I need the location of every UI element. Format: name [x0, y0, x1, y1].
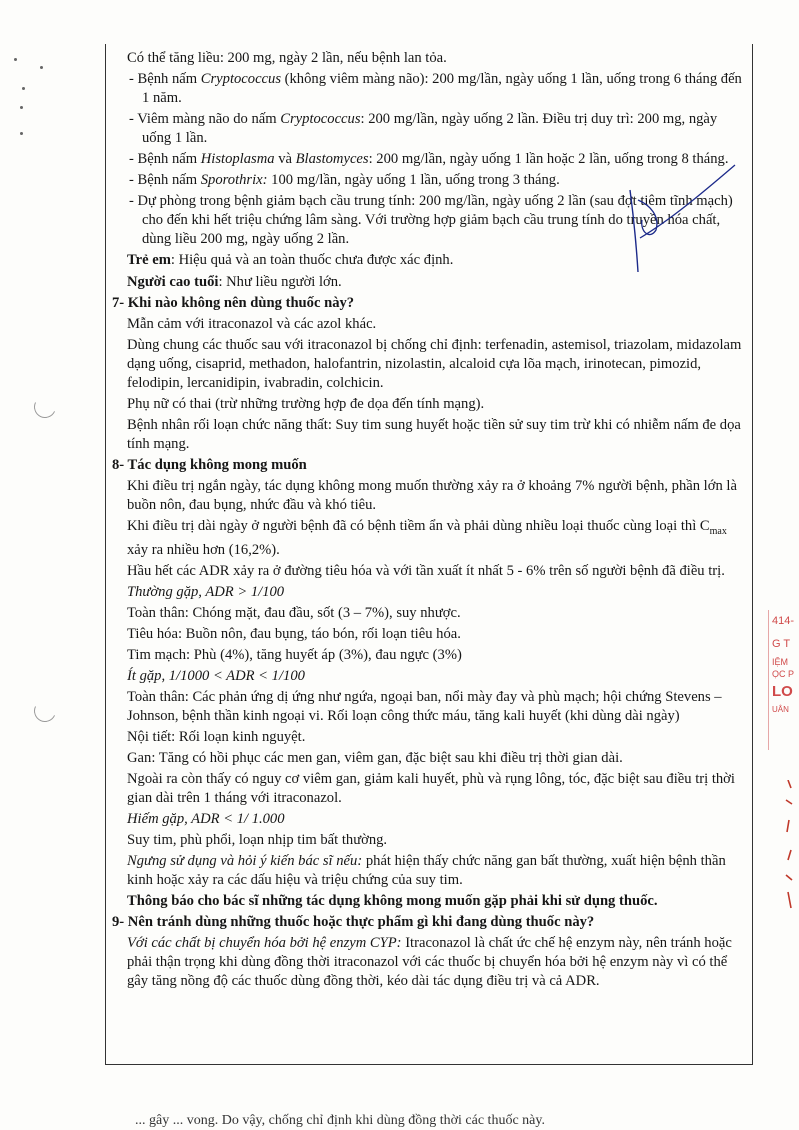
- scan-speck: [40, 66, 43, 69]
- dosage-bullet: - Bệnh nấm Cryptococcus (không viêm màng não): 200 mg/lần, ngày uống 1 lần, uống trong 6 tháng đến 1 năm.: [129, 71, 742, 106]
- scan-speck: [14, 58, 17, 61]
- section-9-title: 9- Nên tránh dùng những thuốc hoặc thực phẩm gì khi đang dùng thuốc này?: [112, 913, 595, 930]
- frequency-uncommon-label: Ít gặp, 1/1000 < ADR < 1/100: [127, 667, 305, 684]
- scan-speck: [20, 132, 23, 135]
- section-8-para: Khi điều trị dài ngày ở người bệnh đã có bệnh tiềm ẩn và phải dùng nhiều loại thuốc cùng loại thì $C_{max}$ xảy ra nhiều hơn (16,2%).: [127, 518, 727, 558]
- stamp-text: 414-: [772, 615, 795, 627]
- adr-item: Ngoài ra còn thấy có nguy cơ viêm gan, giảm kali huyết, phù và rụng lông, tóc, đặc biệt sau điều trị thời gian dài trên 1 tháng với itraconazol.: [127, 770, 735, 806]
- frequency-common-label: Thường gặp, ADR > 1/100: [127, 583, 285, 600]
- stamp-text: ỌC P: [772, 669, 795, 679]
- dosage-line: Có thể tăng liều: 200 mg, ngày 2 lần, nếu bệnh lan tỏa.: [127, 50, 447, 66]
- doctor-notice: Thông báo cho bác sĩ những tác dụng không mong muốn gặp phải khi sử dụng thuốc.: [127, 892, 658, 909]
- handwritten-signature: [620, 160, 740, 280]
- red-ink-marks: [782, 780, 796, 910]
- scan-speck: [20, 106, 23, 109]
- stamp-text: IỆM: [772, 657, 789, 667]
- section-7-para: Phụ nữ có thai (trừ những trường hợp đe dọa đến tính mạng).: [127, 396, 485, 412]
- section-8-para: Hầu hết các ADR xảy ra ở đường tiêu hóa và với tần xuất ít nhất 5 - 6% trên số người bệnh đã điều trị.: [127, 562, 725, 579]
- binding-hole-mark: [31, 697, 59, 725]
- stamp-text: G T: [772, 638, 791, 650]
- adr-item: Suy tim, phù phổi, loạn nhịp tim bất thường.: [127, 831, 388, 848]
- red-stamp-partial: [768, 610, 799, 750]
- adr-item: Nội tiết: Rối loạn kinh nguyệt.: [127, 728, 306, 745]
- adr-item: Tim mạch: Phù (4%), tăng huyết áp (3%), đau ngực (3%): [127, 646, 462, 663]
- children-dosage: Trẻ em: Hiệu quả và an toàn thuốc chưa được xác định.: [127, 252, 454, 268]
- stamp-text: LO: [772, 683, 793, 700]
- section-7-para: Bệnh nhân rối loạn chức năng thất: Suy tim sung huyết hoặc tiền sử suy tim trừ khi có nhiễm nấm đe dọa tính mạng.: [127, 417, 741, 452]
- adr-item: Tiêu hóa: Buồn nôn, đau bụng, táo bón, rối loạn tiêu hóa.: [127, 625, 461, 642]
- stamp-text: UÂN: [772, 705, 789, 714]
- elderly-dosage: Người cao tuổi: Như liều người lớn.: [127, 274, 342, 290]
- dosage-bullet: - Viêm màng não do nấm Cryptococcus: 200 mg/lần, ngày uống 2 lần. Điều trị duy trì: 200 mg, ngày uống 1 lần.: [129, 111, 718, 146]
- dosage-bullet: - Dự phòng trong bệnh giảm bạch cầu trung tính: 200 mg/lần, ngày uống 2 lần (sau đợt tiêm tĩnh mạch) cho đến khi hết triệu chứng lâm sàng. Với trường hợp giảm bạch cầu trung tính do truyền hóa chất, dùng liều 200 mg, ngày uống 2 lần.: [129, 193, 733, 247]
- adr-item: Toàn thân: Các phản ứng dị ứng như ngứa, ngoại ban, nổi mày đay và phù mạch; hội chứng Stevens – Johnson, bệnh thần kinh ngoại vi. Rối loạn công thức máu, tăng kali huyết (khi dùng dài ngày): [127, 688, 722, 724]
- dosage-bullet: - Bệnh nấm Histoplasma và Blastomyces: 200 mg/lần, ngày uống 1 lần hoặc 2 lần, uống trong 8 tháng.: [129, 151, 729, 167]
- adr-item: Toàn thân: Chóng mặt, đau đầu, sốt (3 – 7%), suy nhược.: [127, 604, 461, 621]
- dosage-bullet: - Bệnh nấm Sporothrix: 100 mg/lần, ngày uống 1 lần, uống trong 3 tháng.: [129, 172, 560, 188]
- section-8-title: 8- Tác dụng không mong muốn: [112, 457, 307, 473]
- scan-speck: [22, 87, 25, 90]
- stop-use-note: Ngưng sử dụng và hỏi ý kiến bác sĩ nếu: phát hiện thấy chức năng gan bất thường, xuất hiện bệnh thần kinh hoặc xảy ra các dấu hiệu và triệu chứng của suy tim.: [127, 852, 726, 888]
- section-7-title: 7- Khi nào không nên dùng thuốc này?: [112, 295, 355, 311]
- frequency-rare-label: Hiếm gặp, ADR < 1/ 1.000: [127, 810, 285, 827]
- next-page-bleed-text: ... gây ... vong. Do vậy, chống chỉ định khi dùng đồng thời các thuốc này.: [135, 1113, 545, 1128]
- section-7-para: Dùng chung các thuốc sau với itraconazol bị chống chỉ định: terfenadin, astemisol, triazolam, midazolam dạng uống, cisaprid, methadon, halofantrin, nizolastin, alcaloid cựa lõa mạch, irinotecan, pimozid, felodipin, lercanidipin, ivabradin, colchicin.: [127, 337, 742, 391]
- binding-hole-mark: [31, 393, 59, 421]
- section-7-para: Mẫn cảm với itraconazol và các azol khác.: [127, 316, 377, 332]
- section-9-para: Với các chất bị chuyển hóa bởi hệ enzym CYP: Itraconazol là chất ức chế hệ enzym này, nên tránh hoặc phải thận trọng khi dùng đồng thời itraconazol với các thuốc bị chuyển hóa bởi hệ enzym này vì có thể gây tăng nồng độ các thuốc dùng đồng thời, kéo dài tác dụng điều trị và cả ADR.: [127, 934, 732, 989]
- adr-item: Gan: Tăng có hồi phục các men gan, viêm gan, đặc biệt sau khi điều trị thời gian dài.: [127, 749, 623, 766]
- section-8-para: Khi điều trị ngắn ngày, tác dụng không mong muốn thường xảy ra ở khoảng 7% người bệnh, phần lớn là buồn nôn, đau bụng, nhức đầu và khó tiêu.: [127, 478, 737, 513]
